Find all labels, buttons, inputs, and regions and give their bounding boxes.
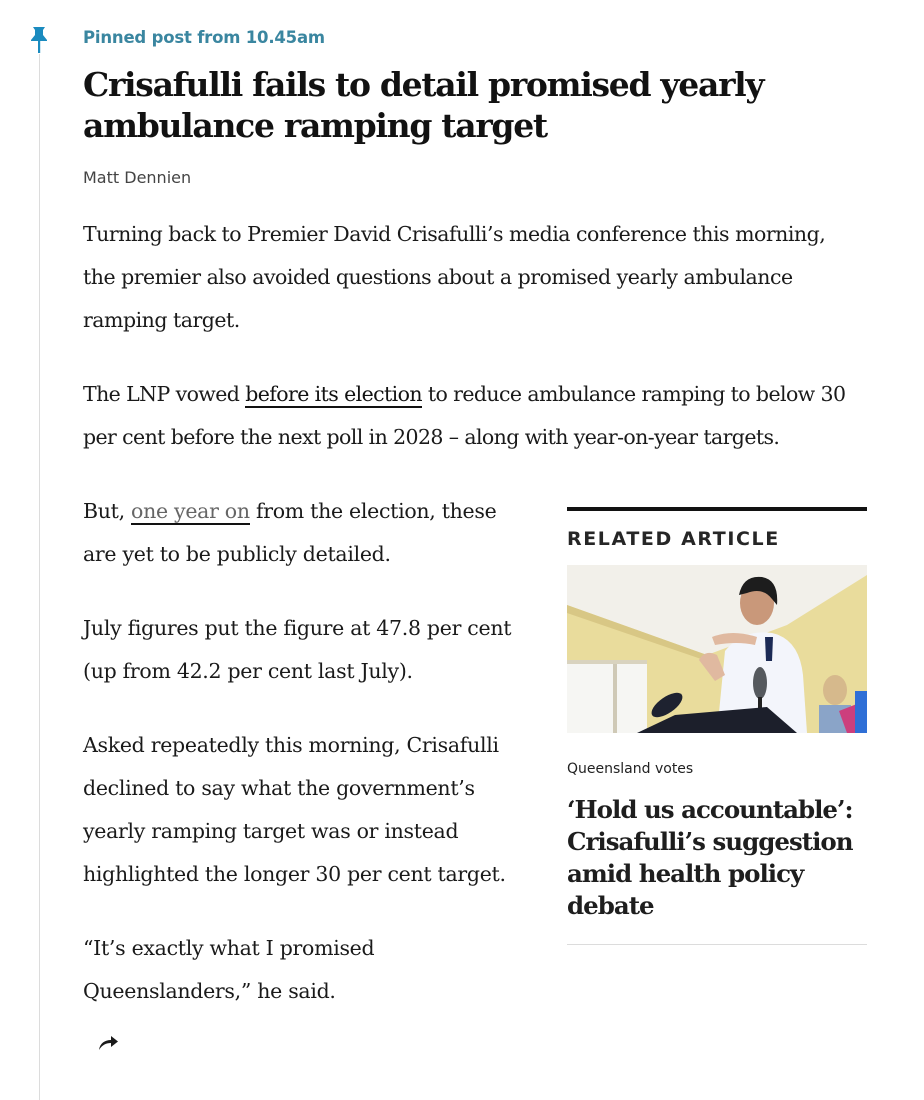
byline-author: Matt Dennien: [83, 168, 192, 187]
related-article-title-link[interactable]: ‘Hold us accountable’: Crisafulli’s suggestion amid health policy debate: [567, 795, 853, 920]
related-top-rule: [567, 507, 867, 511]
paragraph-2-text-before: The LNP vowed: [83, 382, 246, 406]
paragraph-3-text-after: from the election, these are yet to be publicly detailed.: [83, 499, 497, 566]
paragraph-4: July figures put the figure at 47.8 per cent (up from 42.2 per cent last July).: [83, 616, 512, 683]
pushpin-icon: [28, 26, 50, 54]
timeline-line: [39, 54, 40, 1100]
paragraph-6-quote: “It’s exactly what I promised Queenslanders,” he said.: [83, 936, 375, 1003]
paragraph-2: [83, 373, 883, 459]
related-bottom-rule: [567, 944, 867, 945]
pinned-post-label: Pinned post from 10.45am: [83, 28, 325, 47]
paragraph-3-text-before: But,: [83, 499, 132, 523]
paragraph-2-text-after: to reduce ambulance ramping to below 30 per cent before the next poll in 2028 – along with year-on-year targets.: [83, 382, 846, 449]
related-article-image[interactable]: [567, 565, 867, 733]
before-its-election-link[interactable]: before its election: [245, 382, 422, 406]
paragraph-3: [83, 490, 533, 576]
paragraph-1: Turning back to Premier David Crisafulli’s media conference this morning, the premier also avoided questions about a promised yearly ambulance ramping target.: [83, 222, 826, 332]
share-arrow-icon[interactable]: [97, 1033, 119, 1051]
paragraph-5: Asked repeatedly this morning, Crisafulli declined to say what the government’s yearly ramping target was or instead highlighted the longer 30 per cent target.: [83, 733, 506, 886]
related-article-kicker: Queensland votes: [567, 761, 694, 777]
post-headline: Crisafulli fails to detail promised yearly ambulance ramping target: [83, 65, 764, 145]
related-article-heading: RELATED ARTICLE: [567, 528, 780, 550]
one-year-on-link[interactable]: one year on: [131, 499, 250, 523]
related-article-card: [567, 507, 867, 945]
